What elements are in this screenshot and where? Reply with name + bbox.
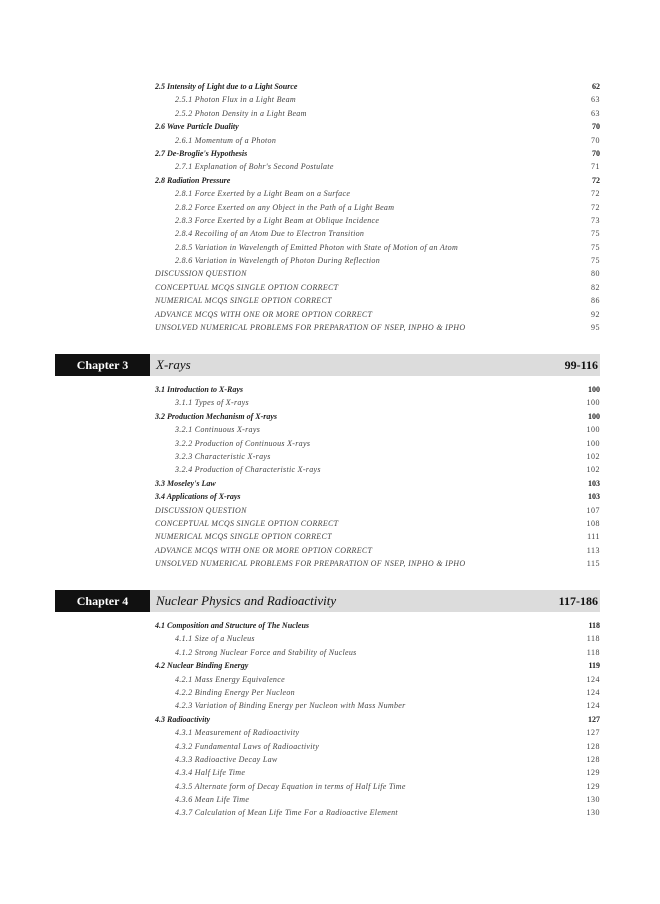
toc-subsection-entry[interactable]	[155, 726, 600, 739]
toc-entry-label: 2.7.1 Explanation of Bohr's Second Postulate	[175, 162, 334, 172]
toc-entry-label: 4.2 Nuclear Binding Energy	[155, 661, 249, 671]
chapter-page-range: 99-116	[564, 357, 598, 372]
toc-page-number: 128	[586, 741, 600, 751]
toc-subsection-entry[interactable]	[155, 134, 600, 147]
toc-page-number: 102	[586, 451, 600, 461]
toc-entry-label: 3.2.2 Production of Continuous X-rays	[175, 438, 311, 448]
toc-page-number: 86	[591, 296, 600, 306]
toc-entry-label: ADVANCE MCQS WITH ONE OR MORE OPTION CORRECT	[155, 309, 373, 319]
toc-subsection-entry[interactable]	[155, 93, 600, 106]
toc-page-number: 70	[591, 135, 600, 145]
toc-entry-label: DISCUSSION QUESTION	[155, 269, 247, 279]
toc-entry-label: DISCUSSION QUESTION	[155, 505, 247, 515]
toc-subsection-entry[interactable]	[155, 254, 600, 267]
toc-page-number: 118	[586, 634, 600, 644]
toc-entry-label: 3.2.3 Characteristic X-rays	[175, 451, 271, 461]
toc-exercise-entry[interactable]	[155, 544, 600, 557]
toc-page-number: 72	[591, 189, 600, 199]
toc-entry-label: 4.3.4 Half Life Time	[175, 768, 246, 778]
chapter-3-header[interactable]	[55, 354, 600, 376]
toc-page-number: 124	[586, 674, 600, 684]
toc-entry-label: NUMERICAL MCQS SINGLE OPTION CORRECT	[155, 532, 332, 542]
toc-page-number: 100	[588, 411, 600, 421]
toc-exercise-entry[interactable]	[155, 517, 600, 530]
toc-page-number: 129	[586, 781, 600, 791]
toc-entry-label: 3.3 Moseley's Law	[155, 478, 216, 488]
toc-exercise-entry[interactable]	[155, 557, 600, 570]
toc-subsection-entry[interactable]	[155, 806, 600, 819]
toc-subsection-entry[interactable]	[155, 187, 600, 200]
toc-exercise-entry[interactable]	[155, 294, 600, 307]
toc-entry-label: 4.3.7 Calculation of Mean Life Time For a Radioactive Element	[175, 808, 398, 818]
toc-page-number: 92	[591, 309, 600, 319]
toc-subsection-entry[interactable]	[155, 793, 600, 806]
toc-section-entry[interactable]	[155, 80, 600, 93]
toc-entry-label: 3.4 Applications of X-rays	[155, 492, 241, 502]
toc-page-number: 127	[586, 728, 600, 738]
toc-exercise-entry[interactable]	[155, 281, 600, 294]
toc-page-number: 124	[586, 701, 600, 711]
toc-entry-label: 4.2.3 Variation of Binding Energy per Nucleon with Mass Number	[175, 701, 406, 711]
toc-entry-label: 2.8.1 Force Exerted by a Light Beam on a Surface	[175, 189, 351, 199]
toc-section-entry[interactable]	[155, 120, 600, 133]
toc-exercise-entry[interactable]	[155, 321, 600, 334]
chapter-title: Nuclear Physics and Radioactivity	[156, 593, 337, 608]
toc-section-chapter-3	[155, 383, 600, 570]
toc-section-entry[interactable]	[155, 659, 600, 672]
toc-entry-label: 3.2.1 Continuous X-rays	[175, 425, 261, 435]
toc-entry-label: 2.8.2 Force Exerted on any Object in the Path of a Light Beam	[175, 202, 395, 212]
toc-subsection-entry[interactable]	[155, 201, 600, 214]
toc-subsection-entry[interactable]	[155, 437, 600, 450]
toc-entry-label: 2.8.4 Recoiling of an Atom Due to Electron Transition	[175, 229, 365, 239]
toc-page-number: 111	[587, 532, 600, 542]
toc-entry-label: 3.1.1 Types of X-rays	[175, 398, 249, 408]
toc-section-entry[interactable]	[155, 383, 600, 396]
toc-entry-label: 4.3.6 Mean Life Time	[175, 795, 250, 805]
toc-subsection-entry[interactable]	[155, 766, 600, 779]
toc-subsection-entry[interactable]	[155, 632, 600, 645]
toc-entry-label: 4.3.2 Fundamental Laws of Radioactivity	[175, 741, 320, 751]
toc-page-number: 113	[586, 545, 600, 555]
toc-entry-label: 4.1 Composition and Structure of The Nucleus	[155, 621, 310, 630]
toc-exercise-entry[interactable]	[155, 267, 600, 280]
toc-entry-label: 2.7 De-Broglie's Hypothesis	[155, 148, 248, 158]
toc-section-entry[interactable]	[155, 619, 600, 632]
toc-entry-label: 2.5.2 Photon Density in a Light Beam	[175, 108, 307, 118]
toc-page-number: 102	[586, 465, 600, 475]
toc-page-number: 82	[591, 282, 600, 292]
toc-entry-label: 2.8.5 Variation in Wavelength of Emitted Photon with State of Motion of an Atom	[175, 242, 459, 252]
toc-page-number: 100	[588, 385, 600, 394]
toc-page-number: 70	[592, 148, 600, 158]
toc-page-number: 118	[586, 647, 600, 657]
toc-page-number: 128	[586, 754, 600, 764]
toc-subsection-entry[interactable]	[155, 780, 600, 793]
toc-subsection-entry[interactable]	[155, 673, 600, 686]
toc-page-number: 100	[586, 425, 600, 435]
toc-entry-label: 2.5 Intensity of Light due to a Light Source	[155, 82, 298, 91]
toc-entry-label: 3.1 Introduction to X-Rays	[155, 385, 244, 394]
toc-subsection-entry[interactable]	[155, 214, 600, 227]
toc-page-number: 75	[591, 242, 600, 252]
toc-page-number: 108	[586, 518, 600, 528]
toc-page-number: 63	[591, 95, 600, 105]
toc-page-number: 71	[591, 162, 600, 172]
toc-section-entry[interactable]	[155, 147, 600, 160]
toc-section-entry[interactable]	[155, 410, 600, 423]
toc-entry-label: 2.8.6 Variation in Wavelength of Photon During Reflection	[175, 256, 381, 266]
toc-page-number: 75	[591, 256, 600, 266]
toc-section-entry[interactable]	[155, 174, 600, 187]
toc-entry-label: UNSOLVED NUMERICAL PROBLEMS FOR PREPARATION OF NSEP, INPHO & IPHO	[155, 323, 466, 333]
toc-subsection-entry[interactable]	[155, 107, 600, 120]
toc-entry-label: 2.5.1 Photon Flux in a Light Beam	[175, 95, 297, 105]
toc-page-number: 130	[586, 808, 600, 818]
toc-exercise-entry[interactable]	[155, 530, 600, 543]
toc-page-number: 107	[586, 505, 600, 515]
toc-subsection-entry[interactable]	[155, 753, 600, 766]
toc-page-number: 72	[592, 175, 600, 185]
toc-subsection-entry[interactable]	[155, 686, 600, 699]
toc-page-number: 127	[588, 714, 600, 724]
toc-entry-label: 4.3.1 Measurement of Radioactivity	[175, 728, 300, 738]
toc-section-chapter-4	[155, 619, 600, 820]
toc-page-number: 118	[588, 621, 600, 630]
toc-page-number: 100	[586, 398, 600, 408]
toc-subsection-entry[interactable]	[155, 227, 600, 240]
toc-entry-label: NUMERICAL MCQS SINGLE OPTION CORRECT	[155, 296, 332, 306]
toc-entry-label: CONCEPTUAL MCQS SINGLE OPTION CORRECT	[155, 518, 339, 528]
chapter-page-range: 117-186	[558, 593, 598, 608]
chapter-number: Chapter 4	[55, 590, 150, 612]
toc-subsection-entry[interactable]	[155, 740, 600, 753]
toc-entry-label: 4.3.3 Radioactive Decay Law	[175, 754, 278, 764]
toc-subsection-entry[interactable]	[155, 160, 600, 173]
toc-page-number: 73	[591, 215, 600, 225]
toc-entry-label: 2.6 Wave Particle Duality	[155, 122, 239, 132]
toc-entry-label: 4.1.1 Size of a Nucleus	[175, 634, 255, 644]
chapter-number: Chapter 3	[55, 354, 150, 376]
toc-page-number: 130	[586, 795, 600, 805]
toc-entry-label: UNSOLVED NUMERICAL PROBLEMS FOR PREPARATION OF NSEP, INPHO & IPHO	[155, 559, 466, 569]
toc-entry-label: 4.2.2 Binding Energy Per Nucleon	[175, 687, 295, 697]
toc-subsection-entry[interactable]	[155, 241, 600, 254]
toc-page-number: 115	[586, 559, 600, 569]
toc-subsection-entry[interactable]	[155, 646, 600, 659]
toc-section-entry[interactable]	[155, 713, 600, 726]
toc-page-number: 103	[588, 478, 600, 488]
toc-entry-label: 3.2.4 Production of Characteristic X-rays	[175, 465, 321, 475]
toc-subsection-entry[interactable]	[155, 396, 600, 409]
toc-page-number: 119	[588, 661, 600, 671]
toc-subsection-entry[interactable]	[155, 423, 600, 436]
toc-section-entry[interactable]	[155, 477, 600, 490]
toc-entry-label: 2.8.3 Force Exerted by a Light Beam at Oblique Incidence	[175, 215, 380, 225]
toc-page-number: 124	[586, 687, 600, 697]
toc-page-number: 62	[592, 82, 600, 91]
toc-page-number: 70	[592, 122, 600, 132]
toc-subsection-entry[interactable]	[155, 450, 600, 463]
toc-page-number: 103	[588, 492, 600, 502]
toc-page-number: 80	[591, 269, 600, 279]
toc-exercise-entry[interactable]	[155, 504, 600, 517]
toc-page-number: 100	[586, 438, 600, 448]
toc-subsection-entry[interactable]	[155, 463, 600, 476]
toc-entry-label: CONCEPTUAL MCQS SINGLE OPTION CORRECT	[155, 282, 339, 292]
toc-page-number: 129	[586, 768, 600, 778]
toc-entry-label: 2.8 Radiation Pressure	[155, 175, 231, 185]
toc-subsection-entry[interactable]	[155, 699, 600, 712]
toc-entry-label: 3.2 Production Mechanism of X-rays	[155, 411, 278, 421]
toc-entry-label: 4.3 Radioactivity	[155, 714, 211, 724]
toc-entry-label: ADVANCE MCQS WITH ONE OR MORE OPTION CORRECT	[155, 545, 373, 555]
toc-entry-label: 2.6.1 Momentum of a Photon	[175, 135, 277, 145]
toc-entry-label: 4.1.2 Strong Nuclear Force and Stability of Nucleus	[175, 647, 357, 657]
toc-section-chapter-2-tail	[155, 80, 600, 334]
toc-entry-label: 4.2.1 Mass Energy Equivalence	[175, 674, 285, 684]
toc-entry-label: 4.3.5 Alternate form of Decay Equation in terms of Half Life Time	[175, 781, 406, 791]
chapter-title: X-rays	[156, 357, 191, 372]
toc-page-number: 95	[591, 323, 600, 333]
toc-page-number: 63	[591, 108, 600, 118]
toc-page-number: 75	[591, 229, 600, 239]
toc-page-number: 72	[591, 202, 600, 212]
toc-section-entry[interactable]	[155, 490, 600, 503]
chapter-4-header[interactable]	[55, 590, 600, 612]
toc-exercise-entry[interactable]	[155, 308, 600, 321]
